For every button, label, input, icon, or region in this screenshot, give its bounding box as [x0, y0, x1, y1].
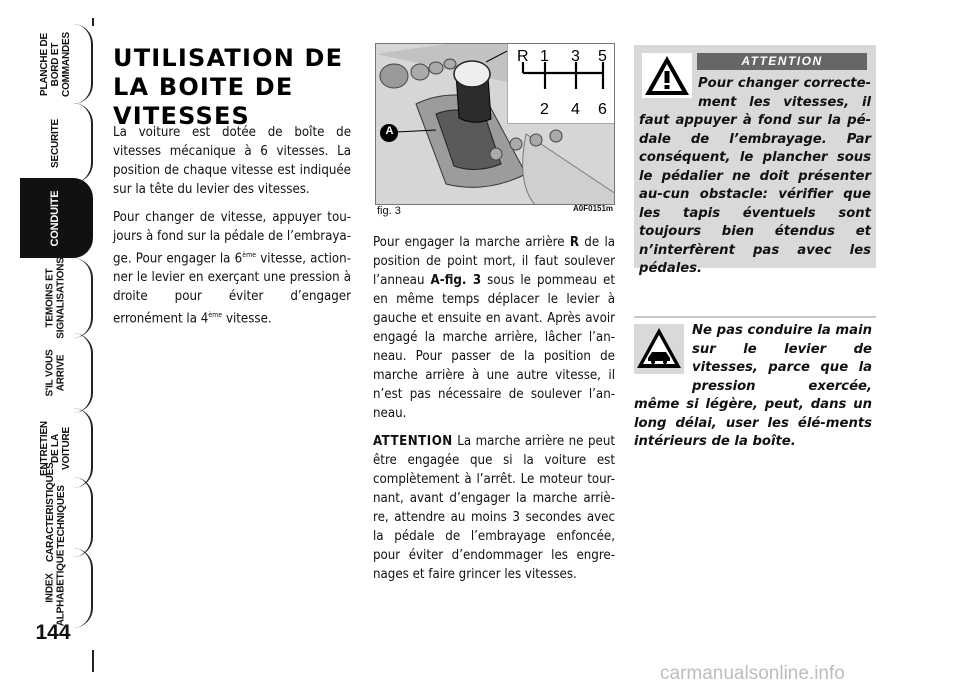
gear-2-label: 2 [540, 101, 549, 118]
gear-3-label: 3 [571, 48, 580, 65]
tab-divider [92, 18, 94, 26]
gear-1-label: 1 [540, 48, 549, 65]
paragraph: La voiture est dotée de boîte de vitesses mécanique à 6 vitesses. La position de chaque vitesse est indiquée sur la tête du levier des vitesses. [113, 125, 351, 197]
gear-5-label: 5 [598, 48, 607, 65]
tab-sil-vous-arrive[interactable] [20, 333, 93, 413]
page-number: 144 [35, 621, 71, 644]
figure-code: A0F0151m [573, 204, 614, 213]
tab-index[interactable] [20, 548, 93, 628]
tab-divider [92, 650, 94, 672]
reverse-gear-column [373, 233, 615, 593]
callout-a: A [385, 125, 394, 137]
figure-caption: fig. 3 [377, 205, 401, 217]
tab-label: ENTRETIEN DE LA VOITURE [39, 420, 72, 476]
tab-securite[interactable] [20, 103, 93, 183]
tab-label: TEMOINS ET SIGNALISATIONS [44, 257, 67, 339]
gear-pattern-diagram [507, 44, 614, 124]
paragraph: ATTENTION La marche arrière ne peut être engagée que si la voiture est complètement à l’arrêt. Le moteur tour-nant, avant d’engager la marche arriè-re, attendre au moins 3 secondes avec la pédale de l’embrayage enfoncée, pour éviter d’endommager les engre-nages et faire grincer les vitesses. [373, 434, 615, 582]
attention-box [634, 45, 876, 276]
tab-label: PLANCHE DE BORD ET COMMANDES [39, 31, 72, 97]
intro-column [113, 123, 351, 338]
tab-planche-de-bord[interactable] [20, 24, 93, 104]
chapter-tabs [0, 0, 100, 692]
tab-label: SECURITE [50, 118, 61, 168]
attention-text: Pour changer correcte-ment les vitesses, il faut appuyer à fond sur la pé-dale de l’embrayage. Par conséquent, le plancher sous le pédalier ne doit présenter au-cun obstacle: vérifier que les tapis éventuels sont toujours bien étendus et n’interfèrent pas avec les pédales. [639, 76, 871, 276]
tab-label: S'IL VOUS ARRIVE [44, 349, 67, 397]
attention-header: ATTENTION [697, 53, 867, 70]
caution-box [634, 318, 876, 449]
tab-temoins[interactable] [20, 258, 93, 338]
tab-label: CARACTERISTIQUES TECHNIQUES [44, 462, 67, 562]
gear-6-label: 6 [598, 101, 607, 118]
paragraph: Pour changer de vitesse, appuyer tou-jours à fond sur la pédale de l’embraya-ge. Pour engager la 6ème vitesse, action-ner le levier en exerçant une pression à droite pour éviter d’engager erronément la 4ème vitesse. [113, 210, 351, 327]
tab-label: INDEX ALPHABETIQUE [44, 549, 67, 627]
tab-label: CONDUITE [49, 190, 61, 246]
gear-r-label: R [517, 48, 529, 65]
gear-4-label: 4 [571, 101, 580, 118]
watermark: carmanualsonline.info [660, 663, 845, 684]
tab-conduite[interactable] [20, 178, 93, 258]
caution-text: Ne pas conduire la main sur le levier de vitesses, parce que la pression exercée, même si légère, peut, dans un long délai, user les élé-ments intérieurs de la boîte. [634, 323, 872, 449]
tab-caracteristiques[interactable] [20, 462, 93, 562]
page-title: UTILISATION DE LA BOITE DE VITESSES [113, 44, 344, 130]
paragraph: Pour engager la marche arrière R de la position de point mort, il faut soulever l’anneau A-fig. 3 sous le pommeau et en même temps déplacer le levier à gauche et ensuite en avant. Après avoir engagé la marche arrière, lâcher l’an-neau. Pour passer de la position de marche arrière à une autre vitesse, il n’est pas nécessaire de soulever l’an-neau. [373, 235, 616, 421]
